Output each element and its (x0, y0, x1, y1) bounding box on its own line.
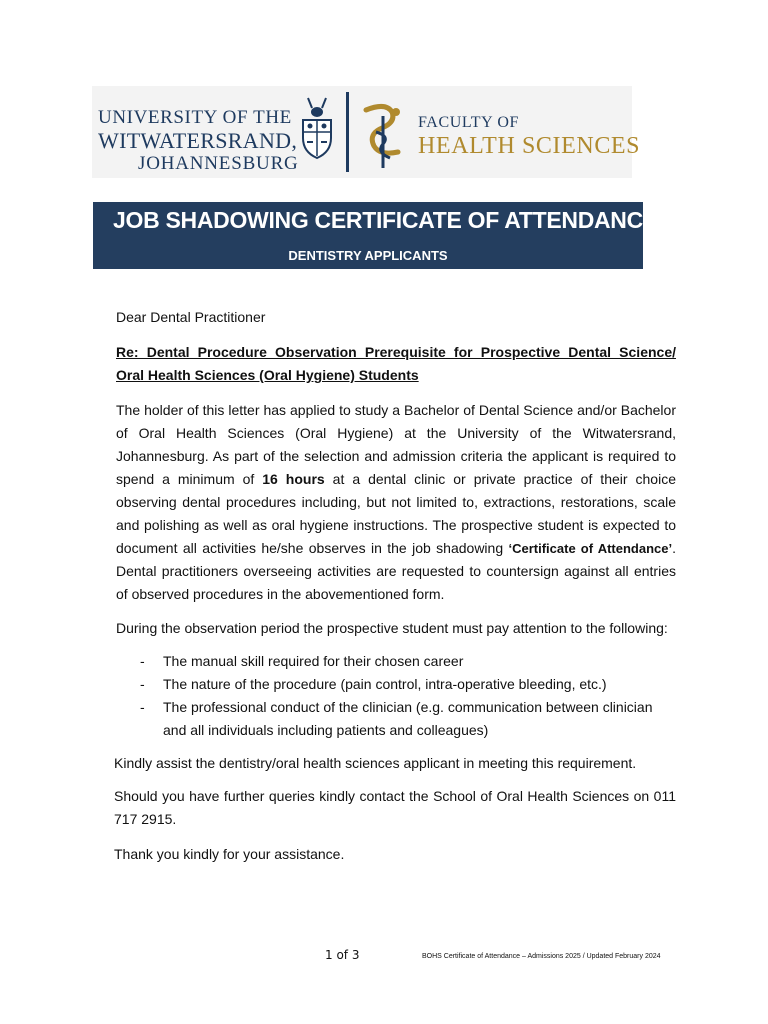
assist-request: Kindly assist the dentistry/oral health sciences applicant in meeting this requirement. (114, 755, 637, 771)
university-logo-line2: WITWATERSRAND, (98, 128, 298, 153)
faculty-logo-line2: HEALTH SCIENCES (418, 133, 641, 159)
faculty-logo (418, 114, 640, 160)
page-number: 1 of 3 (325, 948, 360, 962)
university-logo-line3: JOHANNESBURG (138, 153, 299, 174)
certificate-name: ‘Certificate of Attendance’ (508, 541, 673, 556)
document-title: JOB SHADOWING CERTIFICATE OF ATTENDANCE (113, 207, 658, 233)
bullet-dash: - (140, 653, 145, 669)
university-crest-icon (296, 92, 338, 160)
bullet-text: The nature of the procedure (pain control, intra-operative bleeding, etc.) (163, 676, 607, 692)
bullet-dash: - (140, 676, 145, 692)
bullet-dash: - (140, 699, 145, 715)
attention-intro: During the observation period the prospective student must pay attention to the following: (116, 620, 668, 636)
salutation: Dear Dental Practitioner (116, 309, 266, 325)
body-paragraph (116, 399, 676, 606)
faculty-logo-line1: FACULTY OF (418, 114, 519, 131)
bullet-text: The professional conduct of the clinician (e.g. communication between clinician and all individuals including patients and colleagues) (163, 699, 653, 738)
contact-queries: Should you have further queries kindly contact the School of Oral Health Sciences on 011 717 2915. (114, 788, 676, 827)
closing-thanks: Thank you kindly for your assistance. (114, 846, 345, 862)
body-text-part3: . Dental practitioners overseeing activities are requested to countersign against all entries of observed procedures in the abovementioned form. (116, 540, 676, 602)
minimum-hours: 16 hours (262, 471, 325, 487)
faculty-emblem-icon (356, 102, 410, 170)
bullet-text: The manual skill required for their chosen career (163, 653, 464, 669)
body-text-part2: at a dental clinic or private practice of their choice observing dental procedures including, but not limited to, extractions, restorations, scale and polishing as well as oral hygiene instructions. The prospective student is expected to document all activities he/she observes in the job shadowing (116, 471, 676, 556)
title-banner (93, 202, 658, 269)
logo-divider (346, 92, 349, 172)
subject-line (116, 341, 676, 387)
subject-line-2: Oral Health Sciences (Oral Hygiene) Students (116, 367, 419, 383)
university-logo (98, 107, 299, 174)
subject-line-1: Re: Dental Procedure Observation Prerequisite for Prospective Dental Science/ (116, 344, 676, 360)
university-logo-line1: UNIVERSITY OF THE (98, 107, 292, 128)
footer-note: BOHS Certificate of Attendance – Admissions 2025 / Updated February 2024 (422, 953, 661, 960)
body-text-part1: The holder of this letter has applied to study a Bachelor of Dental Science and/or Bachelor of Oral Health Sciences (Oral Hygiene) at the University of the Witwatersrand, Johannesburg. As part of the selection and admission criteria the applicant is required to spend a minimum of (116, 402, 676, 487)
document-subtitle: DENTISTRY APPLICANTS (288, 248, 448, 263)
